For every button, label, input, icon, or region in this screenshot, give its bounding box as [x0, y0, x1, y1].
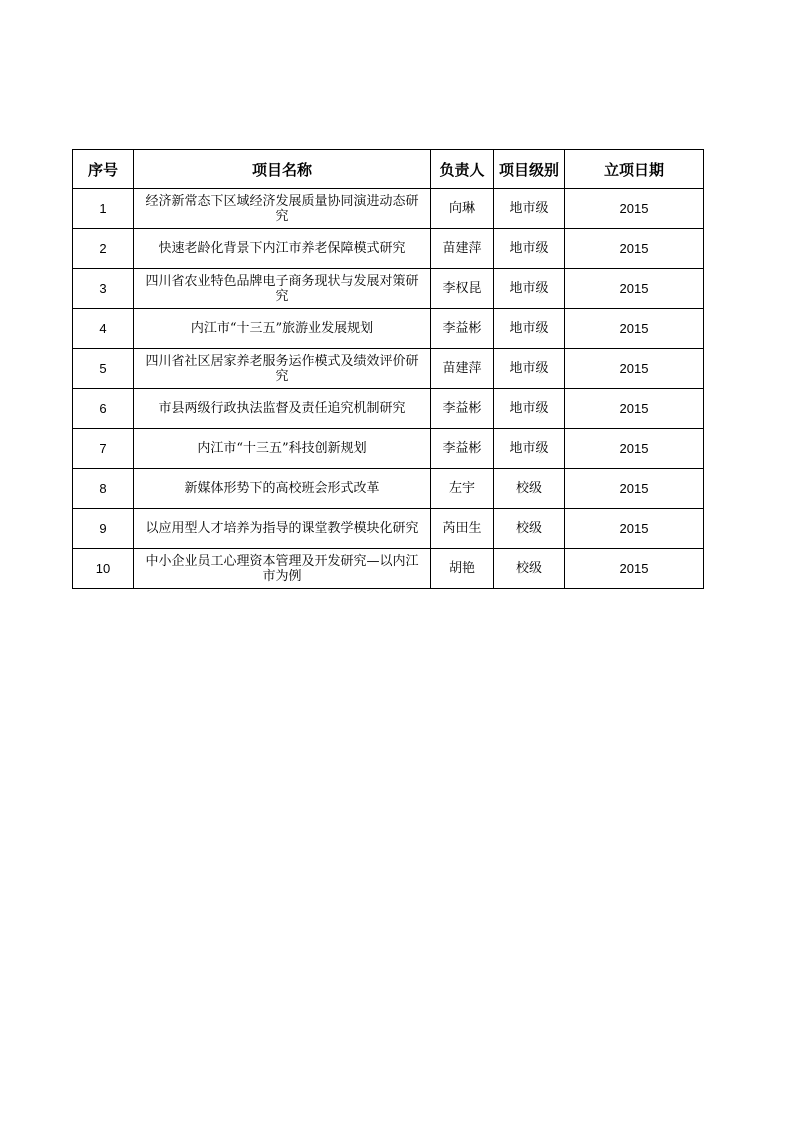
cell-level: 校级: [494, 549, 565, 589]
cell-date: 2015: [565, 389, 704, 429]
table-row: [73, 549, 704, 589]
table-row: [73, 429, 704, 469]
cell-seq: 4: [73, 309, 134, 349]
project-table: [72, 149, 704, 589]
cell-level: 地市级: [494, 309, 565, 349]
table-row: [73, 229, 704, 269]
table-body: [73, 189, 704, 589]
cell-person: 胡艳: [431, 549, 494, 589]
cell-person: 左宇: [431, 469, 494, 509]
cell-person: 李益彬: [431, 389, 494, 429]
cell-seq: 5: [73, 349, 134, 389]
cell-person: 李益彬: [431, 429, 494, 469]
cell-project-name: 中小企业员工心理资本管理及开发研究—以内江市为例: [134, 549, 431, 589]
cell-date: 2015: [565, 469, 704, 509]
table-header: [73, 150, 704, 189]
cell-seq: 2: [73, 229, 134, 269]
cell-person: 李权昆: [431, 269, 494, 309]
cell-level: 地市级: [494, 189, 565, 229]
cell-date: 2015: [565, 309, 704, 349]
cell-person: 苗建萍: [431, 349, 494, 389]
cell-level: 地市级: [494, 429, 565, 469]
cell-person: 李益彬: [431, 309, 494, 349]
document-page: [72, 149, 704, 589]
cell-project-name: 市县两级行政执法监督及责任追究机制研究: [134, 389, 431, 429]
cell-date: 2015: [565, 549, 704, 589]
cell-seq: 9: [73, 509, 134, 549]
table-row: [73, 389, 704, 429]
cell-project-name: 以应用型人才培养为指导的课堂教学模块化研究: [134, 509, 431, 549]
cell-person: 芮田生: [431, 509, 494, 549]
header-approval-date: 立项日期: [565, 150, 704, 189]
cell-person: 向琳: [431, 189, 494, 229]
header-project-level: 项目级别: [494, 150, 565, 189]
cell-level: 地市级: [494, 229, 565, 269]
cell-date: 2015: [565, 269, 704, 309]
cell-date: 2015: [565, 349, 704, 389]
cell-person: 苗建萍: [431, 229, 494, 269]
header-row: [73, 150, 704, 189]
cell-seq: 10: [73, 549, 134, 589]
cell-seq: 6: [73, 389, 134, 429]
cell-project-name: 新媒体形势下的高校班会形式改革: [134, 469, 431, 509]
cell-project-name: 内江市“十三五”旅游业发展规划: [134, 309, 431, 349]
cell-project-name: 四川省社区居家养老服务运作模式及绩效评价研究: [134, 349, 431, 389]
header-project-name: 项目名称: [134, 150, 431, 189]
cell-date: 2015: [565, 429, 704, 469]
cell-level: 地市级: [494, 349, 565, 389]
table-row: [73, 309, 704, 349]
cell-project-name: 内江市“十三五”科技创新规划: [134, 429, 431, 469]
cell-date: 2015: [565, 229, 704, 269]
cell-project-name: 四川省农业特色品牌电子商务现状与发展对策研究: [134, 269, 431, 309]
cell-level: 校级: [494, 509, 565, 549]
cell-level: 校级: [494, 469, 565, 509]
cell-seq: 8: [73, 469, 134, 509]
cell-level: 地市级: [494, 269, 565, 309]
table-row: [73, 509, 704, 549]
cell-date: 2015: [565, 189, 704, 229]
table-row: [73, 189, 704, 229]
header-seq: 序号: [73, 150, 134, 189]
cell-seq: 1: [73, 189, 134, 229]
header-person-in-charge: 负责人: [431, 150, 494, 189]
table-row: [73, 269, 704, 309]
cell-project-name: 快速老龄化背景下内江市养老保障模式研究: [134, 229, 431, 269]
table-row: [73, 469, 704, 509]
cell-date: 2015: [565, 509, 704, 549]
cell-project-name: 经济新常态下区域经济发展质量协同演进动态研究: [134, 189, 431, 229]
cell-seq: 3: [73, 269, 134, 309]
cell-seq: 7: [73, 429, 134, 469]
cell-level: 地市级: [494, 389, 565, 429]
table-row: [73, 349, 704, 389]
